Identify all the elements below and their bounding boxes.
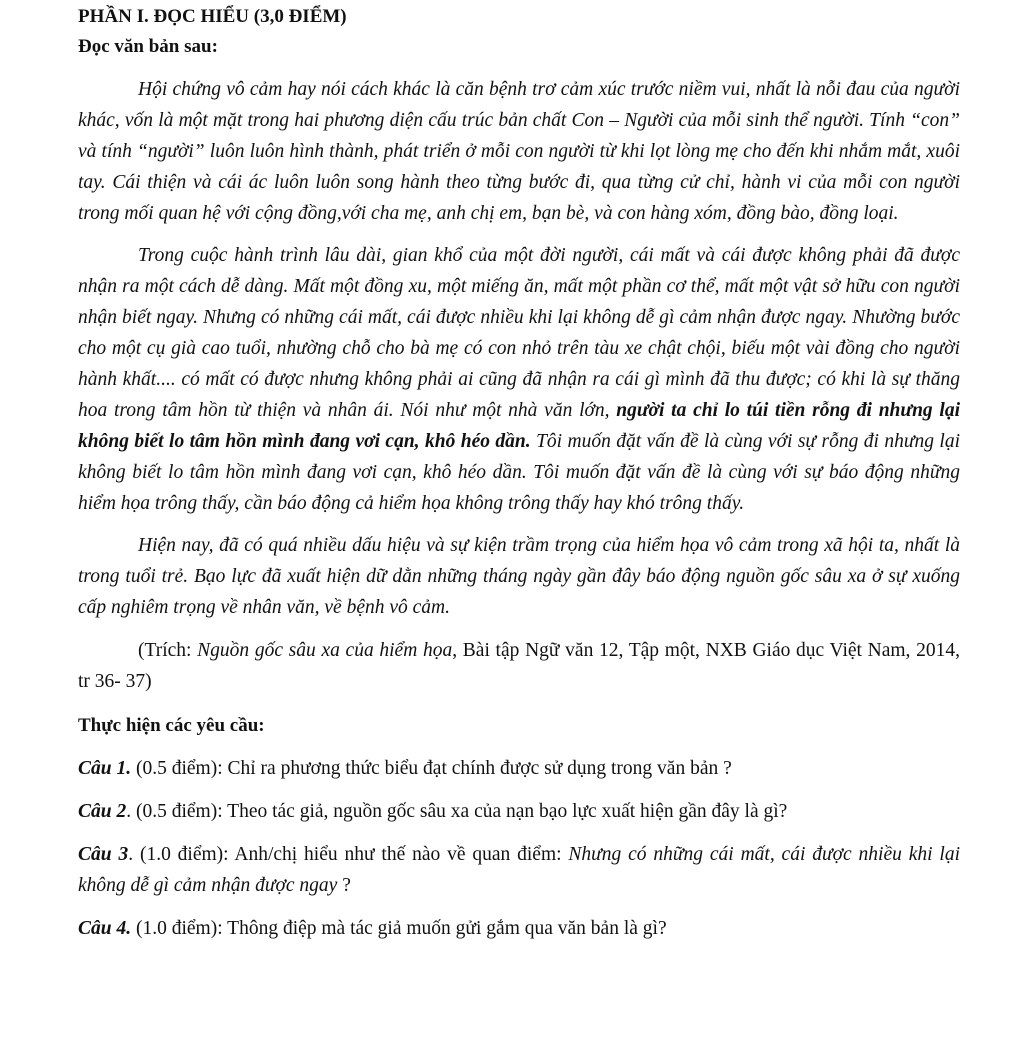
exam-document [78,0,960,944]
question-2 [78,796,960,827]
question-1-label: Câu 1. [78,758,132,779]
question-2-text: . (0.5 điểm): Theo tác giả, nguồn gốc sâu xa của nạn bạo lực xuất hiện gần đây là gì? [126,801,788,822]
question-3-quote: Nhưng có những cái mất, cái được nhiều khi lại không dễ gì cảm nhận được ngay [78,844,960,896]
reading-instruction: Đọc văn bản sau: [78,36,218,57]
question-1 [78,753,960,784]
question-4-label: Câu 4. [78,918,132,939]
question-2-label: Câu 2 [78,801,127,822]
passage-emphasis-quote: người ta chỉ lo túi tiền rỗng đi nhưng lại không biết lo tâm hồn mình đang vơi cạn, khô héo dần. [78,400,960,452]
question-3-end: ? [337,875,351,896]
question-3 [78,839,960,901]
passage-paragraph-2-text-a: Trong cuộc hành trình lâu dài, gian khổ của một đời người, cái mất và cái được không phải đã được nhận ra một cách dễ dàng. Mất một đồng xu, một miếng ăn, mất một phần cơ thể, mất một vật sở hữu con người nhận biết ngay. Nhưng có những cái mất, cái được nhiều khi lại không dễ gì cảm nhận được ngay. Nhường bước cho một cụ già cao tuổi, nhường chỗ cho bà mẹ có con nhỏ trên tàu xe chật chội, biếu một vài đồng cho người hành khất.... có mất có được nhưng không phải ai cũng đã nhận ra cái gì mình đã thu được; có khi là sự thăng hoa trong tâm hồn từ thiện và nhân ái. Nói như một nhà văn lớn, [78,245,960,421]
passage-paragraph-3: Hiện nay, đã có quá nhiều dấu hiệu và sự kiện trầm trọng của hiểm họa vô cảm trong xã hội ta, nhất là trong tuổi trẻ. Bạo lực đã xuất hiện dữ dằn những tháng ngày gần đây báo động nguồn gốc sâu xa ở sự xuống cấp nghiêm trọng về nhân văn, về bệnh vô cảm. [78,535,960,618]
question-4-text: (1.0 điểm): Thông điệp mà tác giả muốn gửi gắm qua văn bản là gì? [131,918,667,939]
source-title: Nguồn gốc sâu xa của hiểm họa [197,640,453,661]
passage-paragraph-2-text-b: Tôi muốn đặt vấn đề là cùng với sự rỗng đi nhưng lại không biết lo tâm hồn mình đang vơi cạn, khô héo dần. Tôi muốn đặt vấn đề là cùng với sự báo động những hiểm họa trông thấy, cần báo động cả hiểm họa không trông thấy hay khó trông thấy. [78,431,960,514]
question-4 [78,913,960,944]
source-prefix: (Trích: [138,640,198,661]
question-1-text: (0.5 điểm): Chỉ ra phương thức biểu đạt chính được sử dụng trong văn bản ? [131,758,732,779]
source-suffix: , Bài tập Ngữ văn 12, Tập một, NXB Giáo dục Việt Nam, 2014, tr 36- 37) [78,640,960,692]
tasks-heading: Thực hiện các yêu cầu: [78,715,265,736]
passage-paragraph-2 [78,240,960,519]
section-title: PHẦN I. ĐỌC HIỂU (3,0 ĐIỂM) [78,6,347,27]
source-citation [78,635,960,697]
question-3-text: . (1.0 điểm): Anh/chị hiểu như thế nào về quan điểm: [128,844,569,865]
passage-paragraph-1: Hội chứng vô cảm hay nói cách khác là căn bệnh trơ cảm xúc trước niềm vui, nhất là nỗi đau của người khác, vốn là một mặt trong hai phương diện cấu trúc bản chất Con – Người của mỗi sinh thể người. Tính “con” và tính “người” luôn luôn hình thành, phát triển ở mỗi con người từ khi lọt lòng mẹ cho đến khi nhắm mắt, xuôi tay. Cái thiện và cái ác luôn luôn song hành theo từng bước đi, qua từng cử chỉ, hành vi của mỗi con người trong mối quan hệ với cộng đồng,với cha mẹ, anh chị em, bạn bè, và con hàng xóm, đồng bào, đồng loại. [78,79,960,224]
question-3-label: Câu 3 [78,844,129,865]
